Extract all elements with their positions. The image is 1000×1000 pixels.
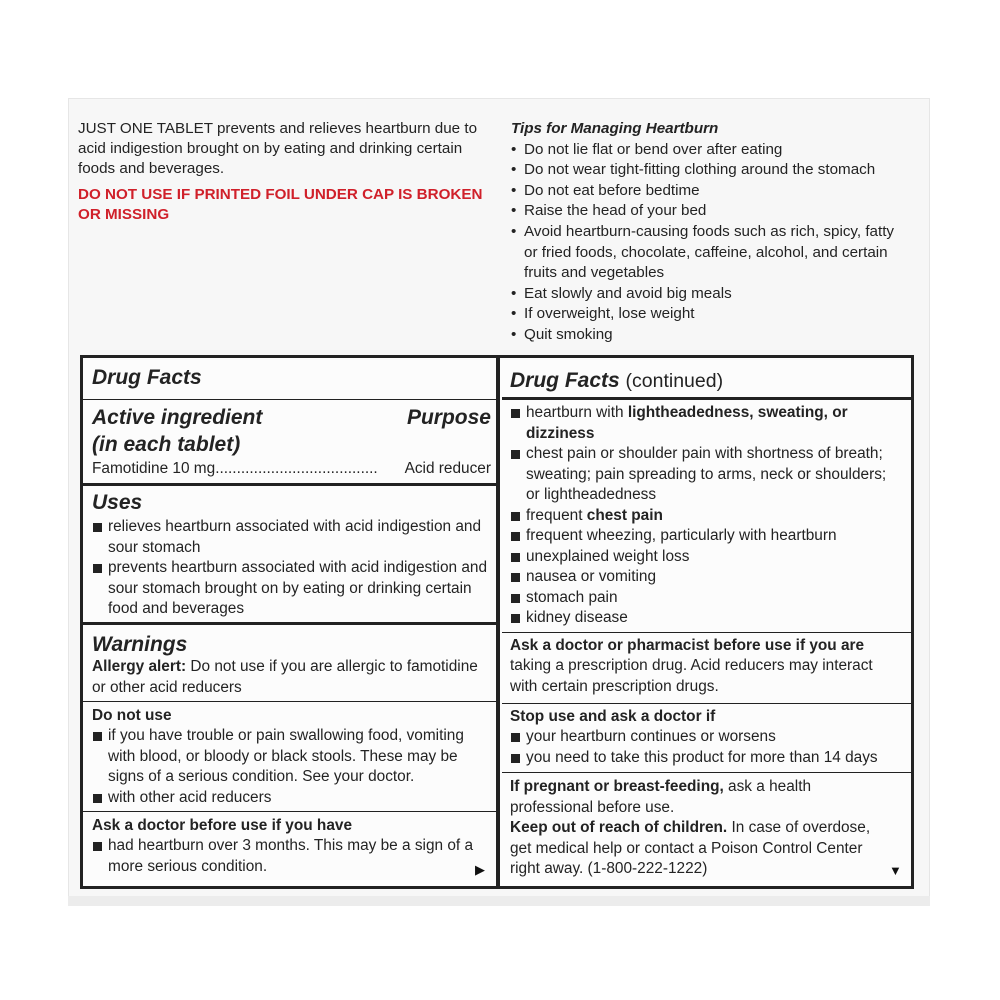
warnings-heading: Warnings	[92, 633, 188, 656]
pregnancy-text: ask a health professional before use.	[510, 778, 812, 816]
tip-item: • Do not lie flat or bend over after eating	[511, 140, 911, 161]
stop-use-section	[502, 703, 911, 768]
foil-warning: DO NOT USE IF PRINTED FOIL UNDER CAP IS BROKEN OR MISSING	[78, 186, 483, 223]
uses-item: prevents heartburn associated with acid indigestion and sour stomach brought on by eating or drinking certain food and beverages	[92, 558, 491, 620]
symptom-text: frequent	[526, 506, 587, 524]
intro-text: JUST ONE TABLET prevents and relieves heartburn due to acid indigestion brought on by eating and drinking certain foods and beverages.	[78, 120, 478, 177]
keep-out-text: In case of overdose, get medical help or contact a Poison Control Center right away. (1-800-222-1222)	[510, 819, 871, 877]
keep-out-label: Keep out of reach of children.	[510, 819, 728, 836]
ingredient-leader-dots: ......................................	[215, 460, 378, 477]
drug-facts-right-column	[502, 358, 911, 886]
continued-title-section	[502, 369, 911, 393]
symptom-item: chest pain or shoulder pain with shortness of breath; sweating; pain spreading to arms, neck or shoulders; or lightheadedness	[510, 444, 903, 506]
pregnancy-label: If pregnant or breast-feeding,	[510, 778, 724, 795]
drug-facts-title: Drug Facts	[92, 366, 202, 389]
pregnancy-warning	[510, 777, 891, 818]
tip-item: • Do not wear tight-fitting clothing around the stomach	[511, 160, 911, 181]
symptom-item: stomach pain	[510, 588, 903, 609]
pregnancy-children-section	[502, 772, 911, 880]
tip-item: • Raise the head of your bed	[511, 201, 911, 222]
symptom-item: frequent wheezing, particularly with heartburn	[510, 526, 903, 547]
stop-use-item: your heartburn continues or worsens	[510, 727, 903, 748]
tip-item: • Quit smoking	[511, 325, 911, 346]
ingredient-name: Famotidine 10 mg	[92, 460, 216, 477]
stop-use-heading: Stop use and ask a doctor if	[510, 708, 716, 725]
active-ingredient-subheading: (in each tablet)	[92, 433, 241, 456]
symptom-item: kidney disease	[510, 608, 903, 629]
continued-title	[510, 369, 903, 393]
ingredient-purpose: Acid reducer	[404, 460, 491, 477]
do-not-use-heading: Do not use	[92, 707, 172, 724]
ask-doctor-heading: Ask a doctor before use if you have	[92, 817, 353, 834]
ingredient-row	[92, 459, 491, 480]
purpose-heading: Purpose	[406, 406, 491, 429]
uses-item: relieves heartburn associated with acid indigestion and sour stomach	[92, 517, 491, 558]
ask-doctor-item: had heartburn over 3 months. This may be a sign of a more serious condition.	[92, 836, 475, 877]
symptom-item	[510, 506, 903, 527]
keep-out-warning	[510, 818, 891, 880]
do-not-use-item: if you have trouble or pain swallowing food, vomiting with blood, or bloody or black stools. These may be signs of a serious condition. See your doctor.	[92, 726, 491, 788]
tip-item: • Do not eat before bedtime	[511, 181, 911, 202]
tip-item: • Eat slowly and avoid big meals	[511, 284, 911, 305]
symptom-item: unexplained weight loss	[510, 547, 903, 568]
do-not-use-item: with other acid reducers	[92, 788, 491, 809]
continued-symptoms-section	[502, 397, 911, 629]
active-ingredient-heading: Active ingredient	[92, 406, 263, 429]
ask-pharmacist-section	[502, 632, 911, 697]
tip-item: • Avoid heartburn-causing foods such as rich, spicy, fatty or fried foods, chocolate, caffeine, alcohol, and certain fruits and vegetables	[511, 222, 911, 284]
symptom-text: heartburn with	[526, 404, 628, 421]
continue-down-arrow-icon: ▼	[889, 863, 902, 878]
ask-pharmacist-text: taking a prescription drug. Acid reducers may interact with certain prescription drugs.	[510, 657, 873, 695]
uses-section	[83, 483, 499, 620]
tips-list	[511, 140, 911, 346]
heartburn-tips	[511, 119, 911, 346]
drug-facts-left-column	[83, 358, 499, 886]
allergy-alert	[92, 657, 491, 698]
warnings-section	[83, 622, 499, 698]
symptom-item: nausea or vomiting	[510, 567, 903, 588]
drug-facts-panel	[80, 355, 914, 889]
allergy-alert-label: Allergy alert:	[92, 658, 187, 675]
package-bottom-edge	[68, 896, 930, 906]
active-ingredient-section	[83, 399, 499, 480]
continued-title-text: Drug Facts	[510, 369, 620, 392]
symptom-bold-text: lightheadedness, sweating, or dizziness	[526, 404, 848, 442]
stop-use-item: you need to take this product for more than 14 days	[510, 748, 903, 769]
ask-doctor-section	[83, 811, 499, 877]
uses-heading: Uses	[92, 491, 143, 514]
drug-facts-title-section	[83, 366, 499, 390]
ask-pharmacist-heading: Ask a doctor or pharmacist before use if you are	[510, 637, 865, 654]
do-not-use-section	[83, 701, 499, 808]
intro-block	[78, 119, 488, 225]
continue-right-arrow-icon: ▶	[475, 862, 485, 877]
continued-title-suffix: (continued)	[625, 370, 724, 392]
symptom-item	[510, 403, 903, 444]
tip-item: • If overweight, lose weight	[511, 304, 911, 325]
symptom-bold-text: chest pain	[586, 506, 663, 524]
allergy-alert-text: Do not use if you are allergic to famotidine or other acid reducers	[92, 658, 478, 696]
tips-title: Tips for Managing Heartburn	[511, 120, 719, 137]
